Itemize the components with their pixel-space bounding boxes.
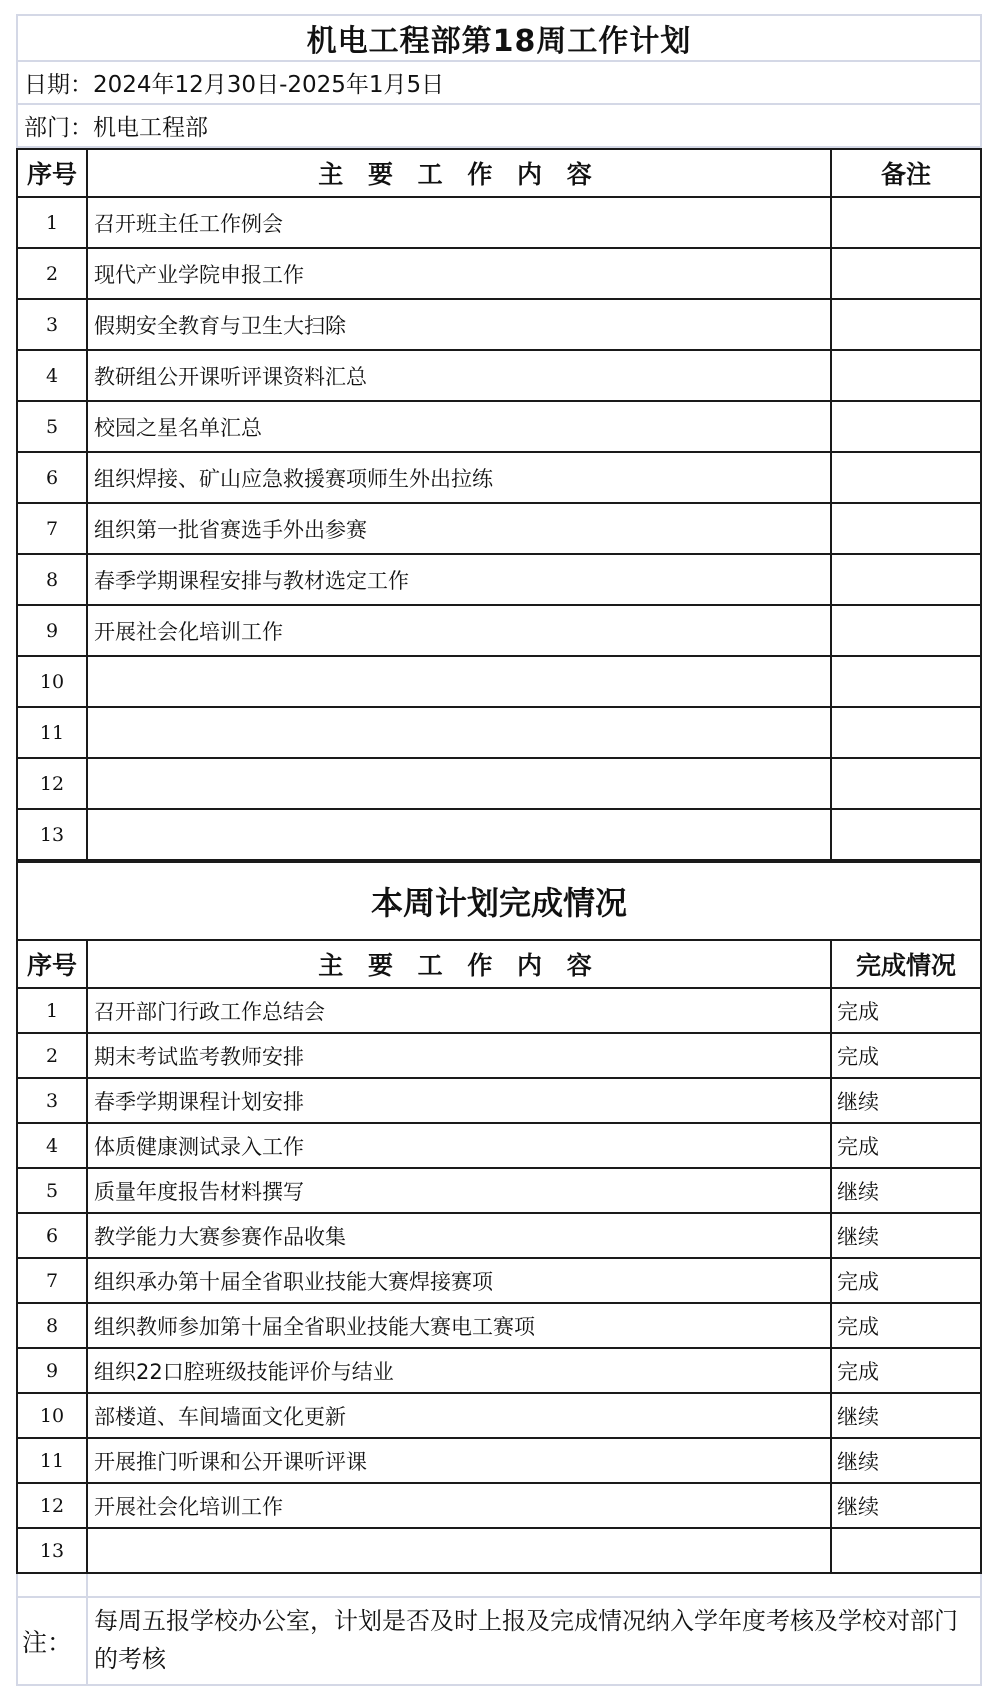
row-number: 4	[17, 350, 87, 401]
row-status: 继续	[831, 1213, 981, 1258]
row-remark	[831, 248, 981, 299]
row-content	[87, 1528, 831, 1573]
row-remark	[831, 197, 981, 248]
plan-row	[17, 554, 981, 605]
plan-row	[17, 809, 981, 860]
row-number: 6	[17, 1213, 87, 1258]
completion-header-status: 完成情况	[831, 940, 981, 988]
row-status: 继续	[831, 1483, 981, 1528]
row-number: 1	[17, 988, 87, 1033]
row-number: 2	[17, 1033, 87, 1078]
plan-row	[17, 299, 981, 350]
row-status: 完成	[831, 1303, 981, 1348]
row-number: 5	[17, 1168, 87, 1213]
row-remark	[831, 554, 981, 605]
row-number: 8	[17, 554, 87, 605]
row-number: 11	[17, 707, 87, 758]
row-status: 完成	[831, 988, 981, 1033]
row-remark	[831, 656, 981, 707]
row-number: 11	[17, 1438, 87, 1483]
row-number: 12	[17, 1483, 87, 1528]
row-number: 3	[17, 299, 87, 350]
row-number: 13	[17, 1528, 87, 1573]
row-content	[87, 758, 831, 809]
row-number: 2	[17, 248, 87, 299]
page-title: 机电工程部第18周工作计划	[17, 15, 981, 61]
row-content	[87, 656, 831, 707]
row-number: 3	[17, 1078, 87, 1123]
completion-header-content: 主 要 工 作 内 容	[87, 940, 831, 988]
row-content: 召开部门行政工作总结会	[87, 988, 831, 1033]
row-content	[87, 809, 831, 860]
row-content: 假期安全教育与卫生大扫除	[87, 299, 831, 350]
spacer-cell	[87, 1574, 981, 1597]
row-status: 继续	[831, 1078, 981, 1123]
row-remark	[831, 299, 981, 350]
row-content: 组织承办第十届全省职业技能大赛焊接赛项	[87, 1258, 831, 1303]
row-status: 完成	[831, 1033, 981, 1078]
completion-row	[17, 988, 981, 1033]
row-content: 召开班主任工作例会	[87, 197, 831, 248]
row-content: 组织焊接、矿山应急救援赛项师生外出拉练	[87, 452, 831, 503]
row-number: 6	[17, 452, 87, 503]
row-status: 继续	[831, 1438, 981, 1483]
completion-row	[17, 1168, 981, 1213]
row-content: 教研组公开课听评课资料汇总	[87, 350, 831, 401]
plan-row	[17, 248, 981, 299]
row-number: 7	[17, 503, 87, 554]
row-remark	[831, 401, 981, 452]
completion-row	[17, 1393, 981, 1438]
row-status	[831, 1528, 981, 1573]
row-content: 质量年度报告材料撰写	[87, 1168, 831, 1213]
plan-row	[17, 758, 981, 809]
plan-row	[17, 656, 981, 707]
row-content: 校园之星名单汇总	[87, 401, 831, 452]
row-content: 教学能力大赛参赛作品收集	[87, 1213, 831, 1258]
row-number: 9	[17, 605, 87, 656]
completion-row	[17, 1303, 981, 1348]
plan-table	[16, 148, 982, 861]
note-text: 每周五报学校办公室，计划是否及时上报及完成情况纳入学年度考核及学校对部门的考核	[87, 1597, 981, 1685]
row-remark	[831, 707, 981, 758]
row-status: 完成	[831, 1123, 981, 1168]
completion-row	[17, 1483, 981, 1528]
completion-table	[16, 939, 982, 1574]
row-content: 春季学期课程计划安排	[87, 1078, 831, 1123]
row-number: 5	[17, 401, 87, 452]
row-remark	[831, 452, 981, 503]
completion-row	[17, 1078, 981, 1123]
completion-row	[17, 1258, 981, 1303]
completion-title: 本周计划完成情况	[17, 862, 981, 939]
plan-row	[17, 197, 981, 248]
row-content: 组织教师参加第十届全省职业技能大赛电工赛项	[87, 1303, 831, 1348]
plan-row	[17, 401, 981, 452]
row-number: 10	[17, 1393, 87, 1438]
plan-table-header	[17, 149, 981, 197]
completion-header-num: 序号	[17, 940, 87, 988]
row-status: 完成	[831, 1348, 981, 1393]
row-number: 1	[17, 197, 87, 248]
completion-row	[17, 1348, 981, 1393]
note-label: 注：	[17, 1597, 87, 1685]
row-remark	[831, 605, 981, 656]
header-table	[16, 14, 982, 148]
row-content: 开展社会化培训工作	[87, 605, 831, 656]
row-number: 10	[17, 656, 87, 707]
row-status: 继续	[831, 1393, 981, 1438]
row-number: 4	[17, 1123, 87, 1168]
row-content: 春季学期课程安排与教材选定工作	[87, 554, 831, 605]
row-remark	[831, 503, 981, 554]
plan-row	[17, 605, 981, 656]
completion-title-table	[16, 861, 982, 939]
completion-table-header	[17, 940, 981, 988]
department-value: 机电工程部	[93, 115, 208, 141]
department-label: 部门：	[24, 115, 93, 141]
row-content: 现代产业学院申报工作	[87, 248, 831, 299]
date-label: 日期：	[24, 72, 93, 98]
row-remark	[831, 350, 981, 401]
row-content: 组织22口腔班级技能评价与结业	[87, 1348, 831, 1393]
completion-row	[17, 1528, 981, 1573]
plan-row	[17, 452, 981, 503]
completion-row	[17, 1033, 981, 1078]
row-number: 12	[17, 758, 87, 809]
row-number: 7	[17, 1258, 87, 1303]
row-status: 继续	[831, 1168, 981, 1213]
date-value: 2024年12月30日-2025年1月5日	[93, 72, 445, 98]
plan-row	[17, 503, 981, 554]
plan-header-num: 序号	[17, 149, 87, 197]
row-content: 开展社会化培训工作	[87, 1483, 831, 1528]
row-content: 体质健康测试录入工作	[87, 1123, 831, 1168]
plan-header-remark: 备注	[831, 149, 981, 197]
plan-header-content: 主 要 工 作 内 容	[87, 149, 831, 197]
plan-row	[17, 707, 981, 758]
row-number: 9	[17, 1348, 87, 1393]
row-status: 完成	[831, 1258, 981, 1303]
row-content: 开展推门听课和公开课听评课	[87, 1438, 831, 1483]
row-content: 组织第一批省赛选手外出参赛	[87, 503, 831, 554]
completion-row	[17, 1123, 981, 1168]
department-row	[17, 104, 981, 147]
note-table	[16, 1574, 982, 1686]
row-content: 期末考试监考教师安排	[87, 1033, 831, 1078]
work-plan-sheet	[16, 14, 980, 1686]
row-content	[87, 707, 831, 758]
date-row	[17, 61, 981, 104]
plan-row	[17, 350, 981, 401]
spacer-cell	[17, 1574, 87, 1597]
row-number: 8	[17, 1303, 87, 1348]
completion-row	[17, 1438, 981, 1483]
completion-row	[17, 1213, 981, 1258]
row-remark	[831, 758, 981, 809]
row-number: 13	[17, 809, 87, 860]
row-remark	[831, 809, 981, 860]
row-content: 部楼道、车间墙面文化更新	[87, 1393, 831, 1438]
